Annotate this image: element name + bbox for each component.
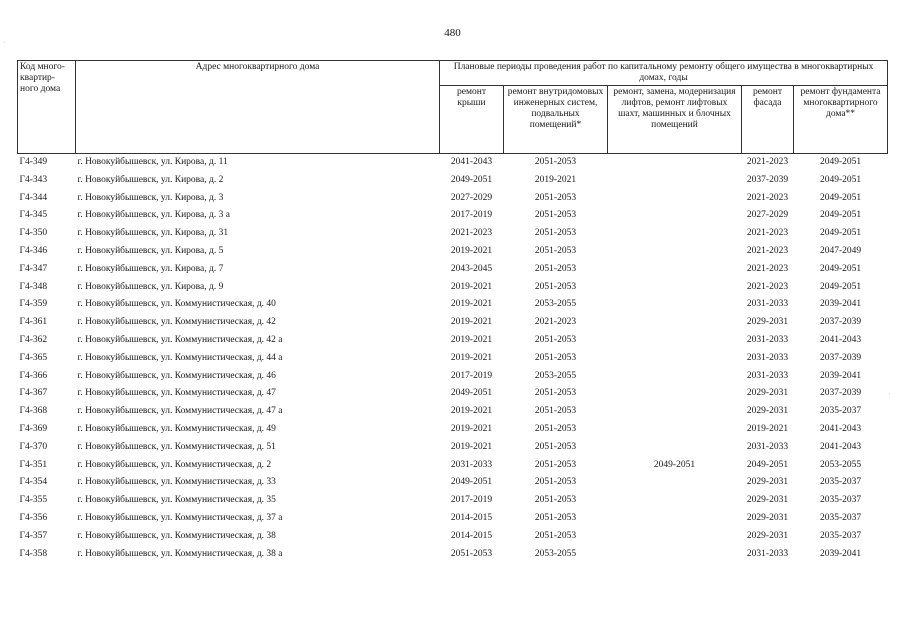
- table-row: [18, 172, 888, 190]
- header-lifts: ремонт, замена, модернизация лифтов, ремонт лифтовых шахт, машинных и блочных помещений: [608, 86, 742, 154]
- cell-systems: 2051-2053: [534, 406, 577, 417]
- cell-facade: 2031-2033: [746, 441, 789, 452]
- cell-facade: 2031-2033: [746, 370, 789, 381]
- cell-code: Г4-348: [19, 281, 48, 292]
- cell-lifts: [608, 243, 742, 261]
- cell-foundation: 2039-2041: [819, 370, 862, 381]
- cell-roof: 2017-2019: [450, 495, 493, 506]
- cell-foundation: 2041-2043: [819, 441, 862, 452]
- cell-roof: 2014-2015: [450, 512, 493, 523]
- cell-roof: 2031-2033: [450, 459, 493, 470]
- table-row: [18, 225, 888, 243]
- table-row: [18, 243, 888, 261]
- cell-lifts: [608, 385, 742, 403]
- cell-systems: 2053-2055: [534, 548, 577, 559]
- cell-roof: 2019-2021: [450, 317, 493, 328]
- cell-lifts: [608, 261, 742, 279]
- cell-facade: 2021-2023: [746, 157, 789, 167]
- cell-lifts: [608, 279, 742, 297]
- table-row: [18, 510, 888, 528]
- cell-roof: 2019-2021: [450, 334, 493, 345]
- cell-lifts: 2049-2051: [653, 459, 696, 470]
- cell-roof: 2019-2021: [450, 406, 493, 417]
- table-row: [18, 403, 888, 421]
- cell-facade: 2031-2033: [746, 352, 789, 363]
- cell-address: г. Новокуйбышевск, ул. Кирова, д. 9: [77, 281, 224, 292]
- cell-facade: 2031-2033: [746, 299, 789, 310]
- cell-roof: 2019-2021: [450, 299, 493, 310]
- cell-address: г. Новокуйбышевск, ул. Коммунистическая, д. 42 а: [77, 334, 283, 345]
- cell-foundation: 2049-2051: [819, 228, 862, 239]
- cell-code: Г4-349: [19, 157, 48, 167]
- cell-roof: 2019-2021: [450, 423, 493, 434]
- cell-facade: 2031-2033: [746, 548, 789, 559]
- cell-code: Г4-346: [19, 245, 48, 256]
- scan-speck: ·: [3, 38, 6, 47]
- header-facade: ремонт фасада: [742, 86, 794, 154]
- table-row: [18, 457, 888, 475]
- table-row: [18, 350, 888, 368]
- cell-address: г. Новокуйбышевск, ул. Коммунистическая, д. 47: [77, 388, 276, 399]
- cell-address: г. Новокуйбышевск, ул. Коммунистическая, д. 40: [77, 299, 276, 310]
- cell-lifts: [608, 350, 742, 368]
- cell-systems: 2051-2053: [534, 228, 577, 239]
- cell-code: Г4-367: [19, 388, 48, 399]
- cell-foundation: 2035-2037: [819, 477, 862, 488]
- cell-foundation: 2035-2037: [819, 530, 862, 541]
- cell-foundation: 2049-2051: [819, 263, 862, 274]
- cell-foundation: 2049-2051: [819, 281, 862, 292]
- cell-foundation: 2037-2039: [819, 317, 862, 328]
- table-row: [18, 314, 888, 332]
- cell-facade: 2021-2023: [746, 192, 789, 203]
- cell-roof: 2049-2051: [450, 174, 493, 185]
- cell-address: г. Новокуйбышевск, ул. Коммунистическая, д. 49: [77, 423, 276, 434]
- cell-lifts: [608, 421, 742, 439]
- cell-address: г. Новокуйбышевск, ул. Коммунистическая, д. 47 а: [77, 406, 283, 417]
- cell-systems: 2051-2053: [534, 512, 577, 523]
- cell-lifts: [608, 368, 742, 386]
- cell-address: г. Новокуйбышевск, ул. Кирова, д. 7: [77, 263, 224, 274]
- cell-foundation: 2039-2041: [819, 548, 862, 559]
- cell-roof: 2017-2019: [450, 370, 493, 381]
- cell-systems: 2051-2053: [534, 459, 577, 470]
- cell-lifts: [608, 314, 742, 332]
- cell-code: Г4-370: [19, 441, 48, 452]
- cell-systems: 2051-2053: [534, 281, 577, 292]
- cell-code: Г4-366: [19, 370, 48, 381]
- cell-roof: 2019-2021: [450, 245, 493, 256]
- cell-systems: 2051-2053: [534, 334, 577, 345]
- cell-roof: 2019-2021: [450, 352, 493, 363]
- cell-systems: 2051-2053: [534, 530, 577, 541]
- cell-address: г. Новокуйбышевск, ул. Коммунистическая, д. 37 а: [77, 512, 283, 523]
- cell-roof: 2021-2023: [450, 228, 493, 239]
- cell-facade: 2027-2029: [746, 210, 789, 221]
- cell-facade: 2029-2031: [746, 317, 789, 328]
- cell-facade: 2029-2031: [746, 406, 789, 417]
- cell-roof: 2051-2053: [450, 548, 493, 559]
- cell-foundation: 2035-2037: [819, 512, 862, 523]
- cell-lifts: [608, 207, 742, 225]
- cell-address: г. Новокуйбышевск, ул. Кирова, д. 2: [77, 174, 224, 185]
- cell-lifts: [608, 439, 742, 457]
- cell-code: Г4-355: [19, 495, 48, 506]
- cell-code: Г4-344: [19, 192, 48, 203]
- cell-systems: 2019-2021: [534, 174, 577, 185]
- table-row: [18, 439, 888, 457]
- header-roof: ремонт крыши: [440, 86, 504, 154]
- table-row: [18, 546, 888, 564]
- cell-code: Г4-365: [19, 352, 48, 363]
- cell-systems: 2051-2053: [534, 423, 577, 434]
- cell-systems: 2051-2053: [534, 245, 577, 256]
- cell-address: г. Новокуйбышевск, ул. Коммунистическая, д. 35: [77, 495, 276, 506]
- cell-lifts: [608, 296, 742, 314]
- cell-facade: 2049-2051: [746, 459, 789, 470]
- cell-code: Г4-347: [19, 263, 48, 274]
- cell-code: Г4-351: [19, 459, 48, 470]
- table-row: [18, 190, 888, 208]
- cell-lifts: [608, 546, 742, 564]
- header-address: Адрес многоквартирного дома: [76, 61, 440, 154]
- cell-lifts: [608, 492, 742, 510]
- cell-systems: 2053-2055: [534, 299, 577, 310]
- cell-code: Г4-369: [19, 423, 48, 434]
- table-row: [18, 368, 888, 386]
- table-row: [18, 385, 888, 403]
- table-row: [18, 528, 888, 546]
- cell-systems: 2051-2053: [534, 477, 577, 488]
- cell-systems: 2051-2053: [534, 441, 577, 452]
- cell-facade: 2029-2031: [746, 388, 789, 399]
- cell-systems: 2051-2053: [534, 192, 577, 203]
- cell-code: Г4-345: [19, 210, 48, 221]
- cell-foundation: 2041-2043: [819, 334, 862, 345]
- cell-systems: 2051-2053: [534, 210, 577, 221]
- cell-address: г. Новокуйбышевск, ул. Коммунистическая, д. 33: [77, 477, 276, 488]
- table-row: [18, 492, 888, 510]
- cell-code: Г4-354: [19, 477, 48, 488]
- cell-address: г. Новокуйбышевск, ул. Коммунистическая, д. 2: [77, 459, 272, 470]
- cell-facade: 2021-2023: [746, 245, 789, 256]
- cell-lifts: [608, 474, 742, 492]
- cell-lifts: [608, 332, 742, 350]
- cell-address: г. Новокуйбышевск, ул. Кирова, д. 5: [77, 245, 224, 256]
- table-row: [18, 261, 888, 279]
- cell-foundation: 2035-2037: [819, 495, 862, 506]
- cell-facade: 2029-2031: [746, 477, 789, 488]
- cell-lifts: [608, 172, 742, 190]
- cell-roof: 2014-2015: [450, 530, 493, 541]
- table-body: [18, 154, 888, 564]
- scan-speck: ·: [888, 390, 891, 399]
- cell-address: г. Новокуйбышевск, ул. Коммунистическая, д. 42: [77, 317, 276, 328]
- cell-address: г. Новокуйбышевск, ул. Кирова, д. 31: [77, 228, 229, 239]
- cell-facade: 2037-2039: [746, 174, 789, 185]
- table-row: [18, 279, 888, 297]
- cell-lifts: [608, 528, 742, 546]
- cell-systems: 2051-2053: [534, 352, 577, 363]
- cell-facade: 2029-2031: [746, 495, 789, 506]
- cell-lifts: [608, 190, 742, 208]
- cell-address: г. Новокуйбышевск, ул. Коммунистическая, д. 38: [77, 530, 276, 541]
- cell-address: г. Новокуйбышевск, ул. Коммунистическая, д. 46: [77, 370, 276, 381]
- cell-address: г. Новокуйбышевск, ул. Коммунистическая, д. 44 а: [77, 352, 283, 363]
- cell-facade: 2029-2031: [746, 512, 789, 523]
- cell-address: г. Новокуйбышевск, ул. Коммунистическая, д. 38 а: [77, 548, 283, 559]
- cell-code: Г4-368: [19, 406, 48, 417]
- table-row: [18, 207, 888, 225]
- table-row: [18, 332, 888, 350]
- header-code: Код много-квартир-ного дома: [18, 61, 76, 154]
- cell-systems: 2051-2053: [534, 263, 577, 274]
- cell-facade: 2019-2021: [746, 423, 789, 434]
- cell-foundation: 2053-2055: [819, 459, 862, 470]
- cell-foundation: 2039-2041: [819, 299, 862, 310]
- table-row: [18, 154, 888, 172]
- table-row: [18, 421, 888, 439]
- cell-roof: 2019-2021: [450, 281, 493, 292]
- table-row: [18, 296, 888, 314]
- cell-roof: 2049-2051: [450, 477, 493, 488]
- cell-systems: 2051-2053: [534, 495, 577, 506]
- cell-facade: 2021-2023: [746, 263, 789, 274]
- cell-code: Г4-358: [19, 548, 48, 559]
- cell-facade: 2021-2023: [746, 281, 789, 292]
- cell-foundation: 2037-2039: [819, 352, 862, 363]
- cell-address: г. Новокуйбышевск, ул. Коммунистическая, д. 51: [77, 441, 276, 452]
- cell-facade: 2021-2023: [746, 228, 789, 239]
- header-systems: ремонт внутридомовых инженерных систем, подвальных помещений*: [504, 86, 608, 154]
- cell-systems: 2051-2053: [534, 388, 577, 399]
- cell-foundation: 2049-2051: [819, 210, 862, 221]
- cell-code: Г4-356: [19, 512, 48, 523]
- cell-roof: 2019-2021: [450, 441, 493, 452]
- repair-schedule-table: [17, 60, 888, 563]
- cell-roof: 2027-2029: [450, 192, 493, 203]
- cell-code: Г4-350: [19, 228, 48, 239]
- cell-code: Г4-343: [19, 174, 48, 185]
- cell-code: Г4-359: [19, 299, 48, 310]
- cell-code: Г4-361: [19, 317, 48, 328]
- cell-roof: 2049-2051: [450, 388, 493, 399]
- cell-lifts: [608, 154, 742, 172]
- cell-facade: 2031-2033: [746, 334, 789, 345]
- header-row-top: [18, 61, 888, 86]
- cell-lifts: [608, 225, 742, 243]
- cell-lifts: [608, 510, 742, 528]
- cell-systems: 2051-2053: [534, 157, 577, 167]
- cell-roof: 2041-2043: [450, 157, 493, 167]
- cell-foundation: 2041-2043: [819, 423, 862, 434]
- cell-code: Г4-357: [19, 530, 48, 541]
- cell-roof: 2043-2045: [450, 263, 493, 274]
- cell-foundation: 2049-2051: [819, 192, 862, 203]
- table-row: [18, 474, 888, 492]
- cell-facade: 2029-2031: [746, 530, 789, 541]
- header-periods: Плановые периоды проведения работ по капитальному ремонту общего имущества в многоквартирных домах, годы: [440, 61, 888, 86]
- cell-foundation: 2047-2049: [819, 245, 862, 256]
- cell-lifts: [608, 403, 742, 421]
- page-number: 480: [444, 27, 461, 39]
- cell-code: Г4-362: [19, 334, 48, 345]
- cell-foundation: 2049-2051: [819, 174, 862, 185]
- header-foundation: ремонт фундамента многоквартирного дома**: [794, 86, 888, 154]
- cell-systems: 2021-2023: [534, 317, 577, 328]
- cell-foundation: 2049-2051: [819, 157, 862, 167]
- cell-foundation: 2037-2039: [819, 388, 862, 399]
- cell-address: г. Новокуйбышевск, ул. Кирова, д. 11: [77, 157, 228, 167]
- cell-foundation: 2035-2037: [819, 406, 862, 417]
- cell-systems: 2053-2055: [534, 370, 577, 381]
- cell-roof: 2017-2019: [450, 210, 493, 221]
- cell-address: г. Новокуйбышевск, ул. Кирова, д. 3: [77, 192, 224, 203]
- cell-address: г. Новокуйбышевск, ул. Кирова, д. 3 а: [77, 210, 230, 221]
